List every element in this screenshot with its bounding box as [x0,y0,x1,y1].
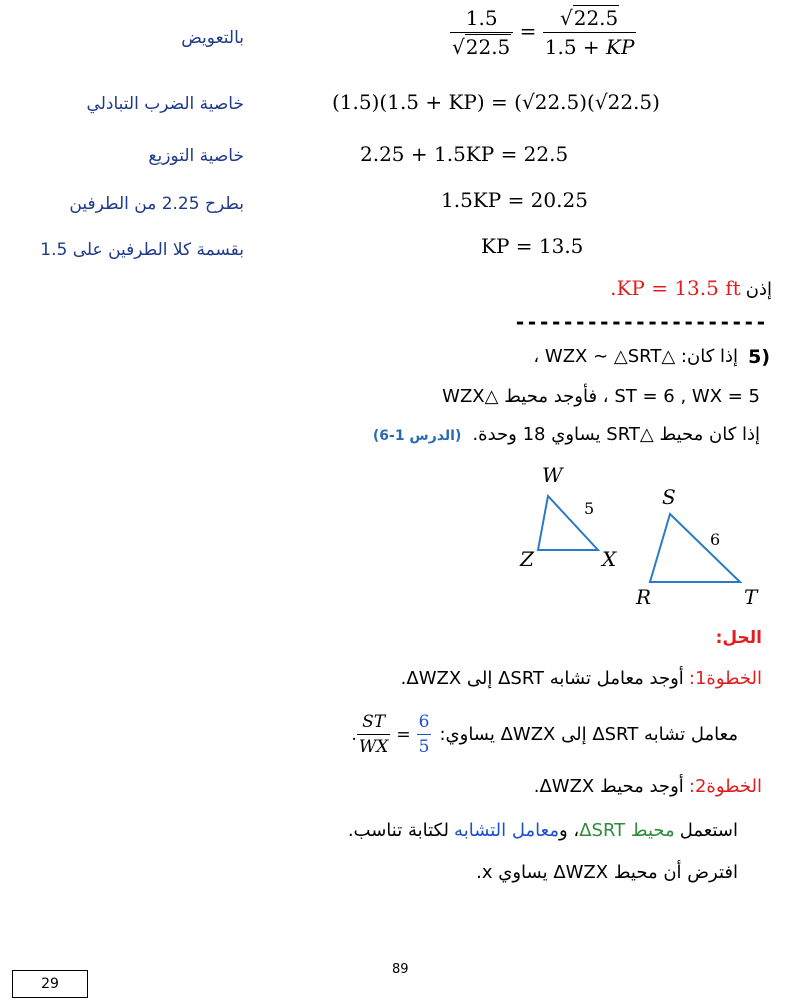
reason-distribution: خاصية التوزيع [148,146,244,166]
reason-cross-multiply: خاصية الضرب التبادلي [86,94,244,114]
label-r: R [636,585,652,608]
problem-line-2: ST = 6 , WX = 5 ، فأوجد محيط △WZX [442,386,760,407]
equation-subtract: 1.5KP = 20.25 [441,188,588,212]
equation-substitution: $\frac{1.5}{√22.5}$ = $\frac{√22.5}{1.5 + KP}$ [452,6,635,59]
lesson-reference: (الدرس 1-6) [372,428,462,444]
reason-substitution: بالتعويض [181,28,244,48]
equation-cross-multiply: (1.5)(1.5 + KP) = (√22.5)(√22.5) [332,90,660,114]
reason-divide: بقسمة كلا الطرفين على 1.5 [40,240,244,260]
reason-subtract: بطرح 2.25 من الطرفين [69,194,244,214]
solution-heading: الحل: [715,628,762,648]
step-1: الخطوة1: أوجد معامل تشابه ΔSRT إلى ΔWZX. [400,668,762,689]
use-line: استعمل محيط ΔSRT، ومعامل التشابه لكتابة تناسب. [347,820,738,841]
problem-number: 5) [748,346,770,368]
scale-factor-line: معامل تشابه ΔSRT إلى ΔWZX يساوي: . $\frac{ST}{WX}$ = $\frac{6}{5}$ [351,712,738,757]
triangles-figure [510,458,770,608]
label-side-5: 5 [584,499,595,518]
label-s: S [662,485,676,509]
conclusion: .KP = 13.5 ft إذن [610,276,772,300]
label-t: T [744,585,758,608]
label-z: Z [520,547,534,571]
separator-dashes: --------------------- [514,310,767,334]
page-box-number: 29 [12,970,88,998]
equation-divide: KP = 13.5 [481,234,584,258]
label-x: X [602,547,617,571]
label-w: W [542,463,563,487]
triangle-srt [650,514,740,582]
equation-distribution: 2.25 + 1.5KP = 22.5 [360,142,569,166]
assume-line: افترض أن محيط ΔWZX يساوي x. [476,862,738,883]
step-2: الخطوة2: أوجد محيط ΔWZX. [533,776,762,797]
problem-line-1: إذا كان: △WZX ∼ △SRT ، [533,346,738,367]
page-number: 89 [392,962,409,977]
problem-line-3: إذا كان محيط △SRT يساوي 18 وحدة. (الدرس 1-6) [372,424,760,445]
label-side-6: 6 [710,530,721,549]
